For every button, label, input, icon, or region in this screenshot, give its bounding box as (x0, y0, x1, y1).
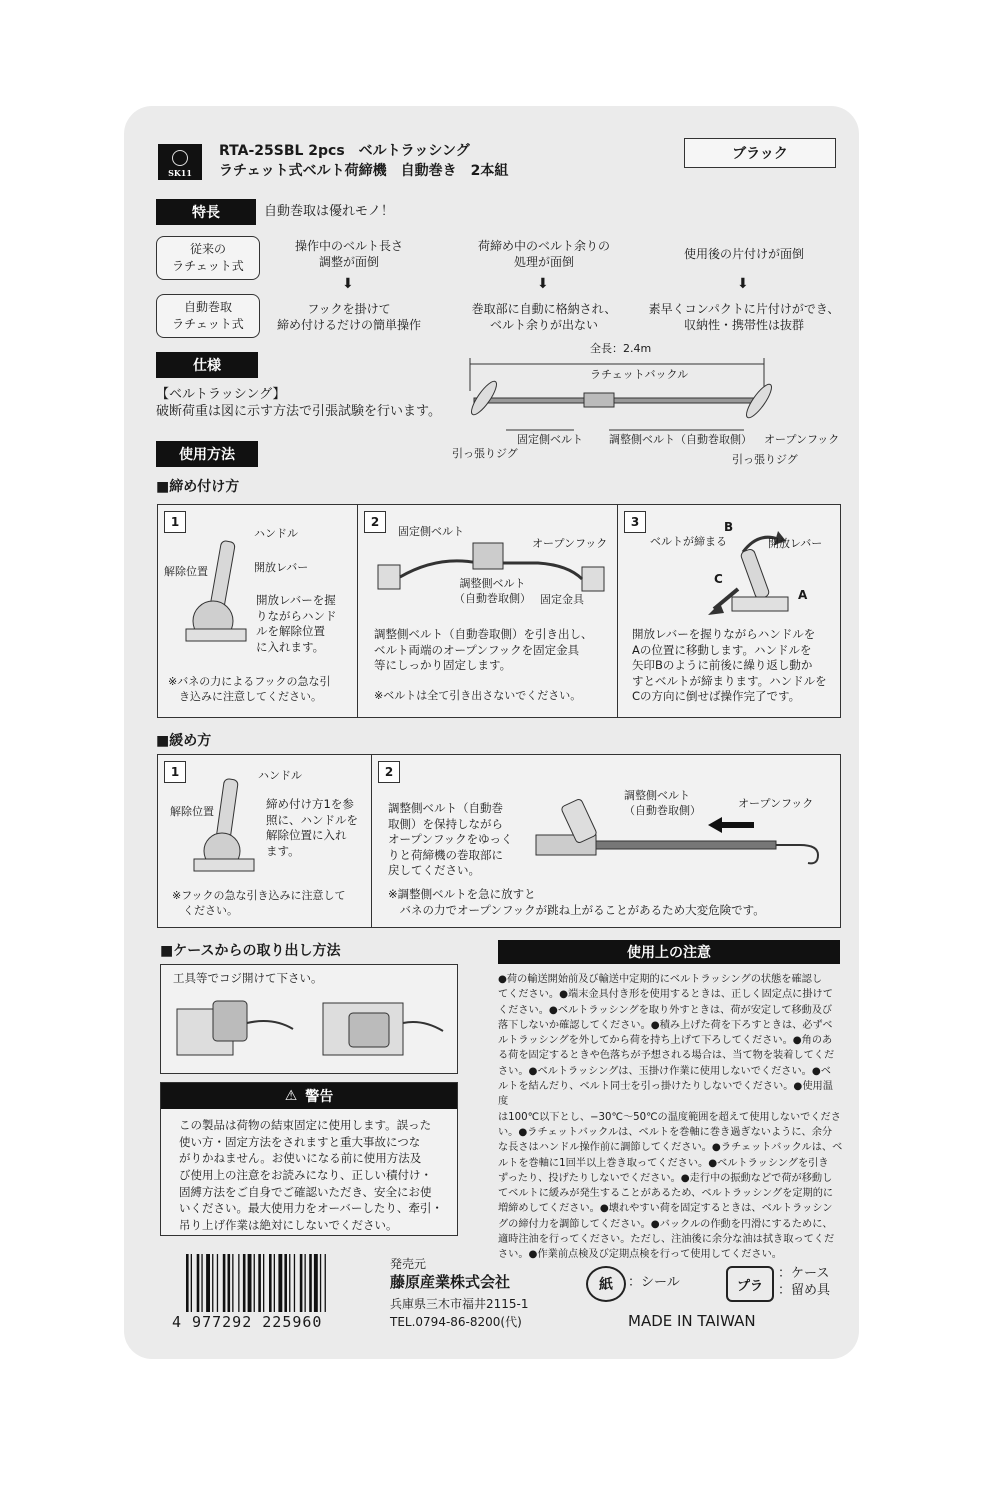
step-text: 調整側ベルト（自動巻 取側）を保持しながら オープンフックをゆっく りと荷締機の巻取部に 戻してください。 (388, 801, 513, 878)
step-text: 締め付け方1を参 照に、ハンドルを 解除位置に入れ ます。 (266, 797, 358, 858)
color-label: ブラック (732, 146, 788, 162)
loosen-step-2 (371, 754, 841, 928)
barcode-bar (254, 1254, 255, 1312)
model-line: RTA-25SBL 2pcs ベルトラッシング (219, 143, 470, 159)
adjust-belt-label: 調整側ベルト（自動巻取側） (609, 433, 752, 446)
logo-circle-icon (172, 150, 188, 166)
adjust-belt-label: 調整側ベルト （自動巻取側） (624, 789, 701, 817)
loosen-step-1 (157, 754, 373, 928)
step-number: 2 (378, 761, 400, 783)
case-removal-title: ■ケースからの取り出し方法 (160, 943, 341, 959)
barcode-bar (223, 1254, 226, 1312)
arrow-down-icon: ⬇ (342, 276, 354, 292)
barcode-bar (186, 1254, 189, 1312)
barcode-bar (309, 1254, 312, 1312)
step-number: 3 (624, 511, 646, 533)
paper-mark-label: ：シール (628, 1275, 680, 1290)
feature-problem-2: 荷締め中のベルト余りの 処理が面倒 (477, 239, 610, 270)
barcode-number: 4 977292 225960 (172, 1313, 323, 1331)
color-box (684, 138, 836, 168)
feature-solution-2: 巻取部に自動に格納され、 ベルト余りが出ない (471, 302, 617, 333)
arrow-c-label: C (714, 572, 723, 586)
plastic-recycle-mark-icon (726, 1266, 774, 1302)
barcode-bar (206, 1254, 210, 1312)
handle-label: ハンドル (258, 769, 302, 782)
release-position-label: 解除位置 (164, 565, 208, 578)
total-length-label: 全長：2.4m (590, 342, 652, 355)
plastic-mark-text: プラ (736, 1278, 763, 1294)
feature-problem-1: 操作中のベルト長さ 調整が面倒 (294, 239, 403, 270)
country-of-origin: MADE IN TAIWAN (628, 1312, 756, 1330)
jig-left-label: 引っ張りジグ (452, 447, 518, 460)
release-lever-label: 開放レバー (254, 561, 309, 574)
barcode-bar (248, 1254, 252, 1312)
barcode-bar (201, 1254, 202, 1312)
step-text: 開放レバーを握 りながらハンド ルを解除位置 に入れます。 (256, 593, 337, 654)
tighten-step-1 (157, 504, 359, 718)
spec-tag: 仕様 (156, 352, 258, 378)
loosen-title: ■緩め方 (156, 733, 212, 749)
cautions-header: 使用上の注意 (498, 940, 840, 964)
barcode-bar (300, 1254, 303, 1312)
barcode-bar (314, 1254, 318, 1312)
logo-text: SK11 (168, 168, 192, 178)
step-note: ※バネの力によるフックの急な引 き込みに注意してください。 (168, 675, 331, 703)
step-note: ※調整側ベルトを急に放すと バネの力でオープンフックが跳ね上がることがあるため大変危険です。 (388, 887, 765, 917)
tightened-label: ベルトが締まる (650, 535, 727, 548)
barcode-bar (269, 1254, 272, 1312)
fixed-belt-label: 固定側ベルト (398, 525, 464, 538)
adjust-belt-label: 調整側ベルト （自動巻取側） (454, 577, 531, 605)
seller-label: 発売元 (390, 1257, 427, 1271)
tighten-step-3 (617, 504, 841, 718)
barcode (186, 1254, 356, 1316)
barcode-bar (212, 1254, 213, 1312)
brand-logo (158, 144, 202, 180)
step-note: ※フックの急な引き込みに注意して ください。 (172, 889, 346, 917)
feature-problem-3: 使用後の片付けが面倒 (683, 247, 804, 261)
step-number: 1 (164, 761, 186, 783)
paper-mark-text: 紙 (599, 1277, 613, 1293)
barcode-bar (325, 1254, 326, 1312)
plastic-mark-label: ：ケース ：留め具 (778, 1266, 831, 1298)
barcode-bar (228, 1254, 231, 1312)
company-address: 兵庫県三木市福井2115-1 (390, 1297, 529, 1311)
open-hook-label: オープンフック (532, 537, 608, 550)
open-hook-label: オープンフック (764, 433, 840, 446)
case-opening-illustration (173, 993, 448, 1065)
feature-solution-1: フックを掛けて 締め付けるだけの簡単操作 (276, 302, 421, 333)
barcode-bar (232, 1254, 233, 1312)
barcode-bar (238, 1254, 239, 1312)
arrow-b-label: B (724, 520, 734, 534)
case-removal-panel (160, 964, 458, 1074)
company-tel: TEL.0794-86-8200(代) (390, 1315, 522, 1329)
spec-text: 破断荷重は図に示す方法で引張試験を行います。 (156, 404, 441, 419)
open-hook-label: オープンフック (738, 797, 814, 810)
arrow-down-icon: ⬇ (737, 276, 749, 292)
auto-ratchet-label: 自動巻取 ラチェット式 (156, 294, 260, 338)
release-position-label: 解除位置 (170, 805, 214, 818)
position-a-label: A (798, 588, 808, 602)
warning-box (160, 1082, 458, 1236)
product-subtitle: ラチェット式ベルト荷締機 自動巻き 2本組 (219, 163, 509, 179)
usage-tag: 使用方法 (156, 441, 258, 467)
barcode-bar (197, 1254, 200, 1312)
barcode-bar (243, 1254, 246, 1312)
package-card (124, 106, 859, 1359)
barcode-bar (278, 1254, 282, 1312)
barcode-bar (258, 1254, 261, 1312)
fixed-belt-label: 固定側ベルト (517, 433, 583, 446)
barcode-bar (289, 1254, 290, 1312)
release-lever-label: 開放レバー (768, 537, 823, 550)
tighten-step-2 (357, 504, 619, 718)
step-number: 2 (364, 511, 386, 533)
fixed-fitting-label: 固定金具 (540, 593, 584, 606)
company-name: 藤原産業株式会社 (390, 1273, 511, 1291)
arrow-down-icon: ⬇ (537, 276, 549, 292)
conventional-ratchet-label: 従来の ラチェット式 (156, 236, 260, 280)
ratchet-buckle-label: ラチェットバックル (590, 368, 689, 381)
barcode-bar (320, 1254, 321, 1312)
case-removal-text: 工具等でコジ開けて下さい。 (173, 971, 323, 985)
cautions-text: ●荷の輸送開始前及び輸送中定期的にベルトラッシングの状態を確認し てください。●端末金具付き形を使用するときは、正しく固定点に掛けて ください。●ベルトラッシングを取り外すときは、荷が安定して移動及び 落下しないか確認してください。●積み上げた荷を下ろすときは、必ずベ ルトラッシングを外してから荷を持ち上げて下ろしてください。●角のあ る荷を固定するときや色落ちが予想される場合は、当て物を装着してくだ さい。●ベルトラッシングは、玉掛け作業に使用しないでください。●ベ ルトを結んだり、ベルト同士を引っ掛けたりしないでください。●使用温度 は100℃以下とし、−30℃〜50℃の温度範囲を超えて使用しないでくださ い。●ラチェットバックルは、ベルトを巻軸に巻き過ぎないように、余分 な長さはハンドル操作前に調節してください。●ラチェットバックルは、ベ ルトを巻軸に1回半以上巻き取ってください。●ベルトラッシングを引き ずったり、投げたりしないでください。●走行中の振動などで荷が移動し てベルトに緩みが発生することがあるため、ベルトラッシングを定期的に 増締めしてください。●壊れやすい荷を固定するときは、ベルトラッシン グの締付力を調節してください。●バックルの作動を円滑にするために、 適時注油を行ってください。ただし、注油後に余分な油は拭き取ってくだ さい。●作業前点検及び定期点検を行って使用してください。 (498, 974, 843, 1261)
warning-icon: ⚠ (284, 1088, 298, 1104)
ratchet-handle-icon (186, 775, 256, 875)
barcode-bar (263, 1254, 264, 1312)
warning-text: この製品は荷物の結束固定に使用します。誤った 使い方・固定方法をされますと重大事故につな がりかねません。お使いになる前に使用方法及 び使用上の注意をお読みになり、正しい積付け・ 固縛方法をご自身でご確認いただき、安全にお使 いください。最大使用力をオーバーしたり、牽引・ 吊り上げ作業は絶対にしないでください。 (179, 1118, 443, 1233)
barcode-bar (274, 1254, 275, 1312)
step-text: 調整側ベルト（自動巻取側）を引き出し、 ベルト両端のオープンフックを固定金具 等にしっかり固定します。 (374, 627, 593, 673)
step-text: 開放レバーを握りながらハンドルを Aの位置に移動します。ハンドルを 矢印Bのように前後に繰り返し動か すとベルトが締まります。ハンドルを Cの方向に倒せば操作完了です。 (632, 627, 827, 704)
barcode-bar (294, 1254, 295, 1312)
feature-solution-3: 素早くコンパクトに片付けができ、 収納性・携帯性は抜群 (648, 302, 840, 333)
barcode-bar (191, 1254, 192, 1312)
warning-header (161, 1083, 457, 1109)
barcode-bar (284, 1254, 287, 1312)
features-tagline: 自動巻取は優れモノ！ (264, 204, 394, 219)
warning-title: 警告 (305, 1089, 334, 1105)
features-tag: 特長 (156, 199, 256, 225)
barcode-bar (217, 1254, 218, 1312)
step-note: ※ベルトは全て引き出さないでください。 (374, 689, 582, 702)
paper-recycle-mark-icon (586, 1266, 626, 1302)
tighten-title: ■締め付け方 (156, 479, 240, 495)
jig-right-label: 引っ張りジグ (732, 453, 798, 466)
spec-title: 【ベルトラッシング】 (156, 387, 286, 402)
handle-label: ハンドル (254, 527, 298, 540)
step-number: 1 (164, 511, 186, 533)
ratchet-handle-icon (178, 533, 248, 643)
barcode-bar (305, 1254, 306, 1312)
